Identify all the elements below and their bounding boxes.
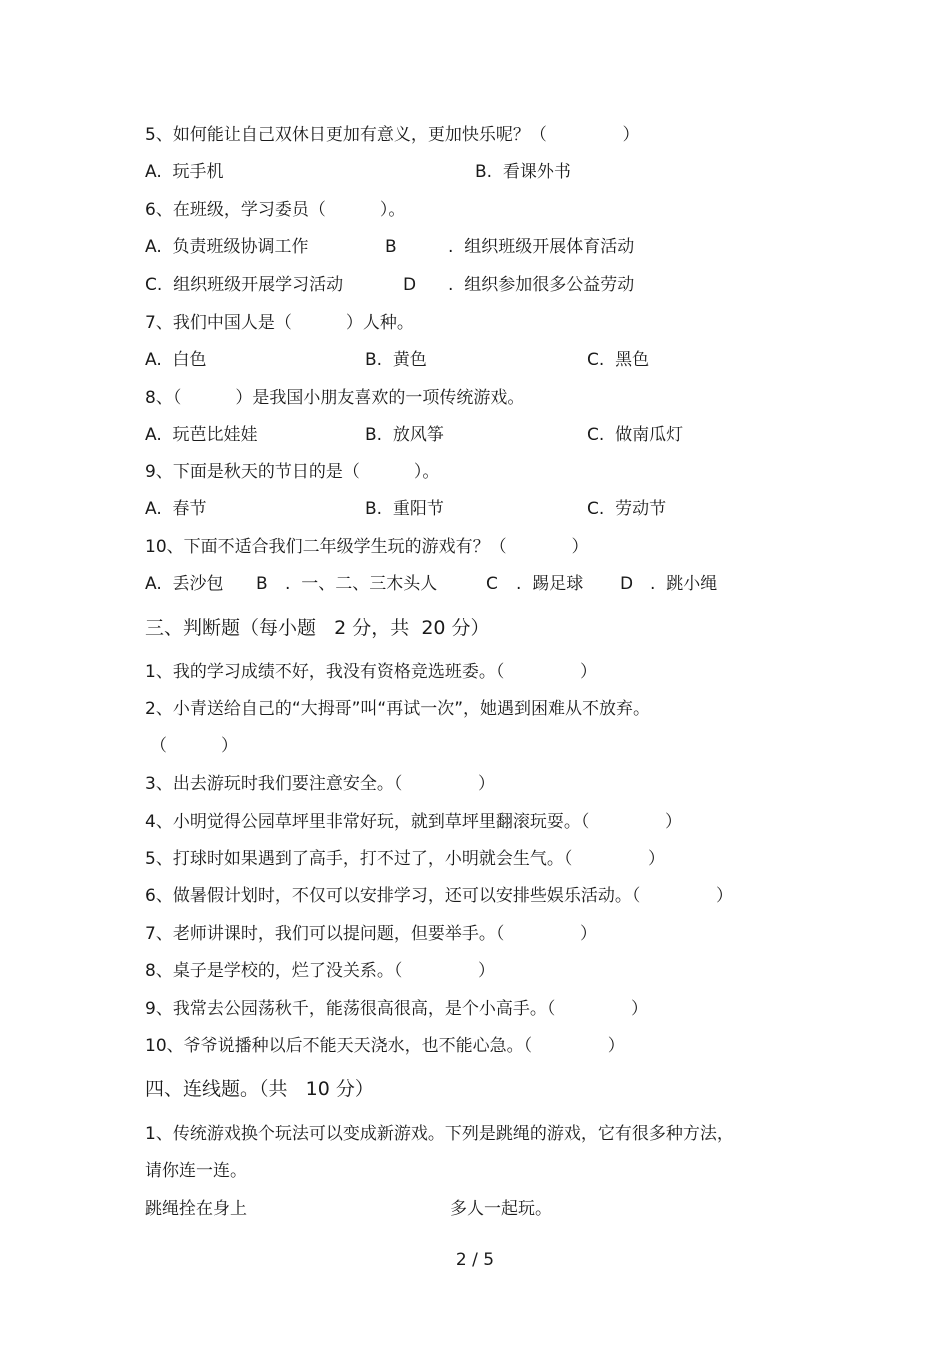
- q5-option-b: B. 看课外书: [475, 162, 571, 182]
- question-7: 7、我们中国人是（ ）人种。: [145, 313, 414, 333]
- q10-option-d-text: . 跳小绳: [650, 574, 718, 594]
- q6-option-a: A. 负责班级协调工作: [145, 237, 309, 257]
- question-10: 10、下面不适合我们二年级学生玩的游戏有？（ ）: [145, 537, 589, 557]
- matching-left-item: 跳绳拴在身上: [145, 1199, 247, 1219]
- judge-item-10: 10、爷爷说播种以后不能天天浇水，也不能心急。（ ）: [145, 1036, 625, 1056]
- q10-option-d-letter: D: [620, 574, 634, 594]
- judge-item-9: 9、我常去公园荡秋千，能荡很高很高，是个小高手。（ ）: [145, 999, 648, 1019]
- q9-option-b: B. 重阳节: [365, 499, 444, 519]
- q7-option-b: B. 黄色: [365, 350, 427, 370]
- question-6: 6、在班级，学习委员（ ）。: [145, 200, 406, 220]
- matching-q1-line-1: 1、传统游戏换个玩法可以变成新游戏。下列是跳绳的游戏，它有很多种方法，: [145, 1124, 734, 1144]
- q5-option-a: A. 玩手机: [145, 162, 224, 182]
- q10-option-b-letter: B: [256, 574, 268, 594]
- judge-item-7: 7、老师讲课时，我们可以提问题，但要举手。（ ）: [145, 924, 597, 944]
- q6-option-b-text: . 组织班级开展体育活动: [448, 237, 635, 257]
- section-3-title: 三、判断题（每小题 2 分，共 20 分）: [145, 617, 490, 639]
- judge-item-3: 3、出去游玩时我们要注意安全。（ ）: [145, 774, 495, 794]
- q7-option-c: C. 黑色: [587, 350, 650, 370]
- matching-q1-line-2: 请你连一连。: [145, 1161, 247, 1181]
- q6-option-d-letter: D: [403, 275, 417, 295]
- q8-option-b: B. 放风筝: [365, 425, 444, 445]
- q8-option-c: C. 做南瓜灯: [587, 425, 684, 445]
- q10-option-c-letter: C: [486, 574, 498, 594]
- q6-option-d-text: . 组织参加很多公益劳动: [448, 275, 635, 295]
- judge-item-8: 8、桌子是学校的，烂了没关系。（ ）: [145, 961, 495, 981]
- matching-right-item: 多人一起玩。: [450, 1199, 552, 1219]
- q10-option-b-text: . 一、二、三木头人: [285, 574, 438, 594]
- q10-option-a: A. 丢沙包: [145, 574, 224, 594]
- judge-item-6: 6、做暑假计划时，不仅可以安排学习，还可以安排些娱乐活动。（ ）: [145, 886, 733, 906]
- judge-item-4: 4、小明觉得公园草坪里非常好玩，就到草坪里翻滚玩耍。（ ）: [145, 812, 682, 832]
- q6-option-b-letter: B: [385, 237, 397, 257]
- question-8: 8、（ ）是我国小朋友喜欢的一项传统游戏。: [145, 388, 525, 408]
- q6-option-c: C. 组织班级开展学习活动: [145, 275, 344, 295]
- judge-item-2-blank: （ ）: [150, 736, 239, 756]
- q9-option-a: A. 春节: [145, 499, 207, 519]
- q7-option-a: A. 白色: [145, 350, 207, 370]
- question-9: 9、下面是秋天的节日的是（ ）。: [145, 462, 440, 482]
- page-number: 2 / 5: [455, 1250, 495, 1270]
- judge-item-5: 5、打球时如果遇到了高手，打不过了，小明就会生气。（ ）: [145, 849, 665, 869]
- question-5: 5、如何能让自己双休日更加有意义，更加快乐呢？（ ）: [145, 125, 640, 145]
- q9-option-c: C. 劳动节: [587, 499, 667, 519]
- judge-item-1: 1、我的学习成绩不好，我没有资格竞选班委。（ ）: [145, 662, 597, 682]
- section-4-title: 四、连线题。（共 10 分）: [145, 1078, 374, 1100]
- judge-item-2: 2、小青送给自己的“大拇哥”叫“再试一次”，她遇到困难从不放弃。: [145, 699, 651, 719]
- q8-option-a: A. 玩芭比娃娃: [145, 425, 258, 445]
- q10-option-c-text: . 踢足球: [516, 574, 584, 594]
